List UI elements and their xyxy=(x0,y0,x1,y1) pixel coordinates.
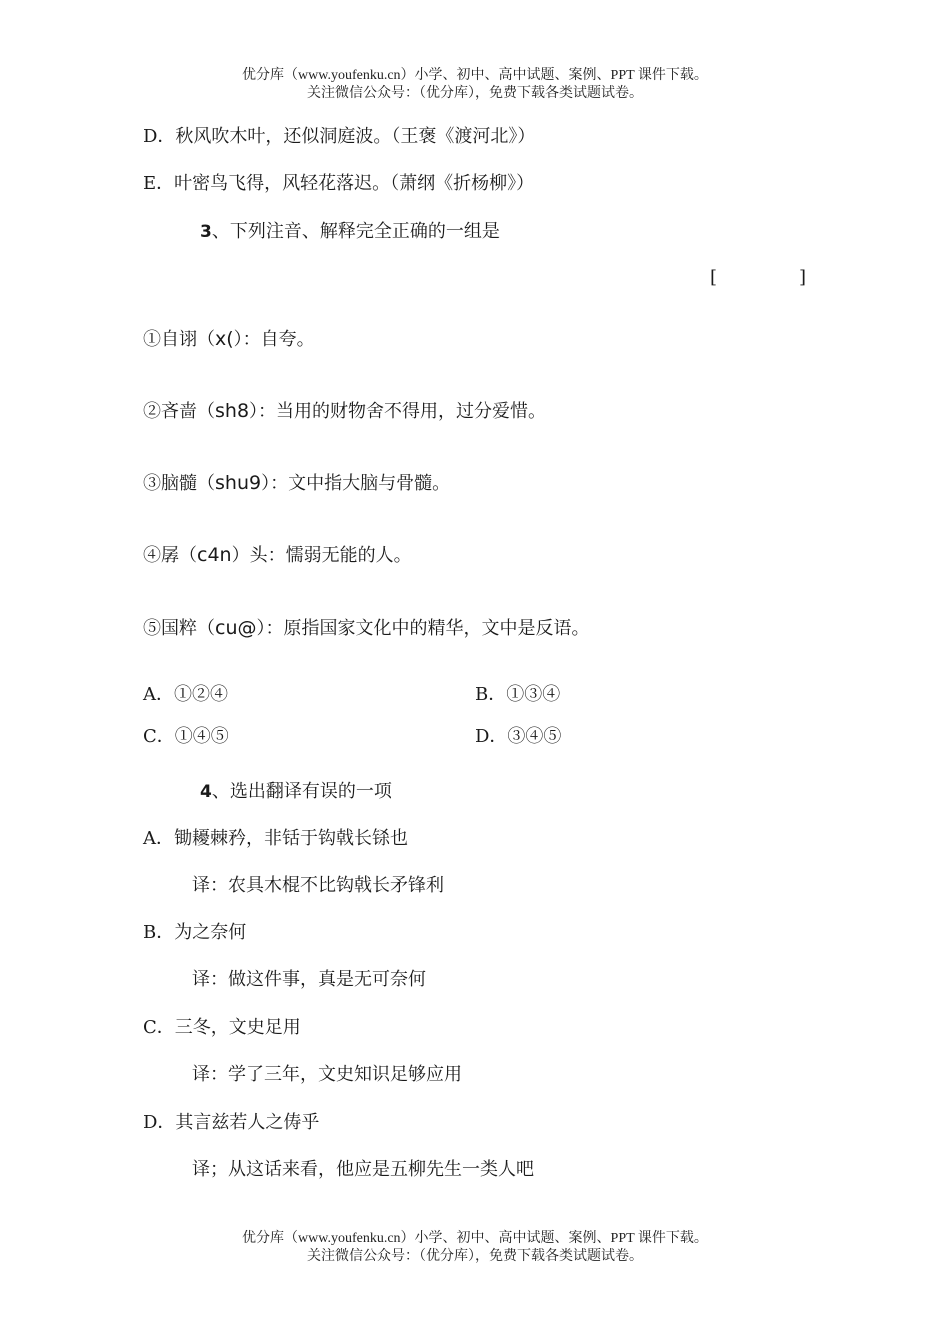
q4-option-b: B．为之奈何 xyxy=(143,922,247,943)
q3-item-3-gloss: ）：文中指大脑与骨髓。 xyxy=(261,473,451,494)
q3-item-5-gloss: ）：原指国家文化中的精华，文中是反语。 xyxy=(256,618,590,639)
q3-item-5-pinyin: cu@ xyxy=(215,617,257,639)
q3-item-3-word: ③脑髓（ xyxy=(143,473,215,494)
q3-item-2-pinyin: sh8 xyxy=(215,400,250,422)
q3-item-5 xyxy=(143,616,590,641)
q3-item-4-pinyin: c4n xyxy=(197,544,232,566)
footer-line-1: 优分库（www.youfenku.cn）小学、初中、高中试题、案例、PPT 课件下载。 xyxy=(242,1231,708,1246)
q3-option-d: D．③④⑤ xyxy=(475,726,562,747)
q3-item-3-pinyin: shu9 xyxy=(215,472,262,494)
q3-option-b: B．①③④ xyxy=(475,684,561,705)
q4-option-c-translation: 译：学了三年，文史知识足够应用 xyxy=(192,1064,462,1085)
q3-option-c: C．①④⑤ xyxy=(143,726,229,747)
q3-item-1-gloss: ）：自夸。 xyxy=(233,329,315,350)
q3-item-4 xyxy=(143,543,412,568)
q3-item-3 xyxy=(143,471,450,496)
q3-item-5-word: ⑤国粹（ xyxy=(143,618,215,639)
q3-item-4-gloss: ）头：懦弱无能的人。 xyxy=(231,545,412,566)
q4-option-a-translation: 译：农具木棍不比钩戟长矛锋利 xyxy=(192,875,444,896)
q3-item-2-gloss: ）：当用的财物舍不得用，过分爱惜。 xyxy=(249,401,547,422)
bracket-close: ] xyxy=(798,267,806,288)
q4-number: 4 xyxy=(200,782,212,802)
q3-number: 3 xyxy=(200,222,212,242)
footer-line-2: 关注微信公众号：（优分库），免费下载各类试题试卷。 xyxy=(307,1249,643,1264)
q4-option-a: A．锄耰棘矜，非铦于钩戟长铩也 xyxy=(143,828,408,849)
bracket-open: [ xyxy=(710,267,718,288)
answer-bracket xyxy=(710,266,806,290)
q3-item-1-word: ①自诩（ xyxy=(143,329,215,350)
q2-option-e: E．叶密鸟飞得，风轻花落迟。（萧纲《折杨柳》） xyxy=(143,173,535,194)
q4-text: 、选出翻译有误的一项 xyxy=(211,781,392,802)
q4-option-b-translation: 译：做这件事，真是无可奈何 xyxy=(192,969,426,990)
q4-option-d: D．其言兹若人之俦乎 xyxy=(143,1112,320,1133)
q3-item-1-pinyin: x( xyxy=(215,328,234,350)
header-line-2: 关注微信公众号：（优分库），免费下载各类试题试卷。 xyxy=(307,86,643,101)
q3-stem xyxy=(200,220,500,244)
q4-option-c: C．三冬，文史足用 xyxy=(143,1017,301,1038)
header-line-1: 优分库（www.youfenku.cn）小学、初中、高中试题、案例、PPT 课件下载。 xyxy=(242,68,708,83)
q4-stem xyxy=(200,780,392,804)
q4-option-d-translation: 译；从这话来看，他应是五柳先生一类人吧 xyxy=(192,1159,534,1180)
q3-item-2 xyxy=(143,399,546,424)
q3-text: 、下列注音、解释完全正确的一组是 xyxy=(211,221,500,242)
q3-item-1 xyxy=(143,327,315,352)
q2-option-d: D．秋风吹木叶，还似洞庭波。（王褒《渡河北》） xyxy=(143,126,536,147)
q3-item-2-word: ②吝啬（ xyxy=(143,401,215,422)
q3-item-4-word: ④孱（ xyxy=(143,545,197,566)
q3-option-a: A．①②④ xyxy=(143,684,228,705)
